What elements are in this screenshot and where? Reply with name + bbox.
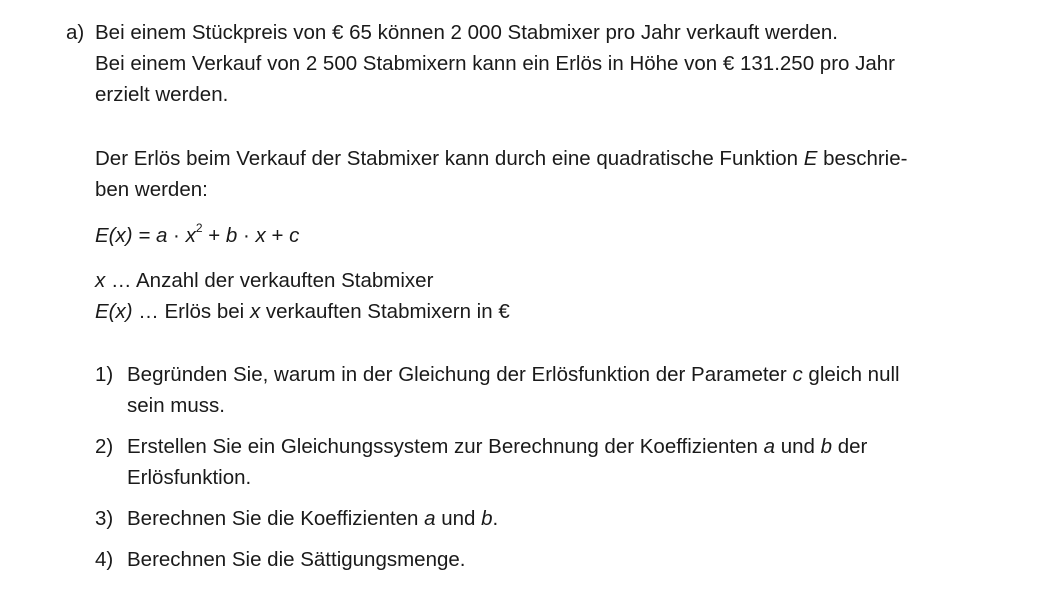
task-text: Begründen Sie, warum in der Gleichung der Erlösfunktion der Parameter [127,363,793,386]
coef-c: c [289,224,300,247]
task-text: gleich null [802,363,900,386]
revenue-formula [95,220,995,251]
definition-text: … Anzahl der verkauften Stabmixer [105,269,434,292]
variable-definitions [95,265,995,327]
text-segment: Der Erlös beim Verkauf der Stabmixer kann durch eine quadratische Funktion [95,147,804,170]
definition-x [95,265,995,296]
task-text: . [492,507,499,530]
definition-e [95,296,995,327]
formula-lhs: E(x) = [95,224,156,247]
plus-sign: + [265,224,290,247]
task-line: Erlösfunktion. [127,466,252,489]
function-description-line-1 [95,143,995,174]
intro-paragraph [95,17,995,110]
task-line [127,503,995,534]
task-item-2 [95,431,995,493]
variable-x: x [249,300,261,323]
task-line: sein muss. [127,394,225,417]
variable-a: a [424,507,436,530]
task-text: Berechnen Sie die Koeffizienten [127,507,425,530]
variable-e: E [803,147,818,170]
task-item-4 [95,544,995,575]
task-text: Erstellen Sie ein Gleichungssystem zur Berechnung der Koeffizienten [127,435,764,458]
part-label: a) [66,21,85,44]
variable-x: x [185,224,196,247]
text-segment: beschrie- [817,147,908,170]
variable-x: x [95,269,106,292]
task-line [127,359,995,390]
task-line: Berechnen Sie die Sättigungsmenge. [127,548,466,571]
intro-line-2: Bei einem Verkauf von 2 500 Stabmixern kann ein Erlös in Höhe von € 131.250 pro Jahr [95,52,895,75]
task-number: 4) [95,548,114,571]
definition-text: … Erlös bei [132,300,250,323]
task-number: 3) [95,507,114,530]
exponent: 2 [195,221,203,236]
function-description [95,143,995,205]
variable-x: x [255,224,266,247]
coef-a: a [155,224,168,247]
variable-b: b [820,435,833,458]
plus-sign: + [202,224,226,247]
task-line [127,431,995,462]
task-item-1 [95,359,995,421]
variable-c: c [792,363,803,386]
task-text: und [775,435,821,458]
times-sign: · [237,224,256,247]
definition-text: verkauften Stabmixern in € [260,300,510,323]
variable-e: E(x) [95,300,133,323]
times-sign: · [167,224,186,247]
task-item-3 [95,503,995,534]
task-text: der [832,435,868,458]
intro-line-3: erzielt werden. [95,83,229,106]
formula-line [95,220,995,251]
function-description-line-2: ben werden: [95,178,208,201]
intro-line-1: Bei einem Stückpreis von € 65 können 2 000 Stabmixer pro Jahr verkauft werden. [95,21,838,44]
variable-a: a [763,435,776,458]
variable-b: b [481,507,493,530]
task-text: und [435,507,482,530]
task-number: 2) [95,435,114,458]
task-number: 1) [95,363,114,386]
coef-b: b [225,224,238,247]
task-list [95,359,995,585]
